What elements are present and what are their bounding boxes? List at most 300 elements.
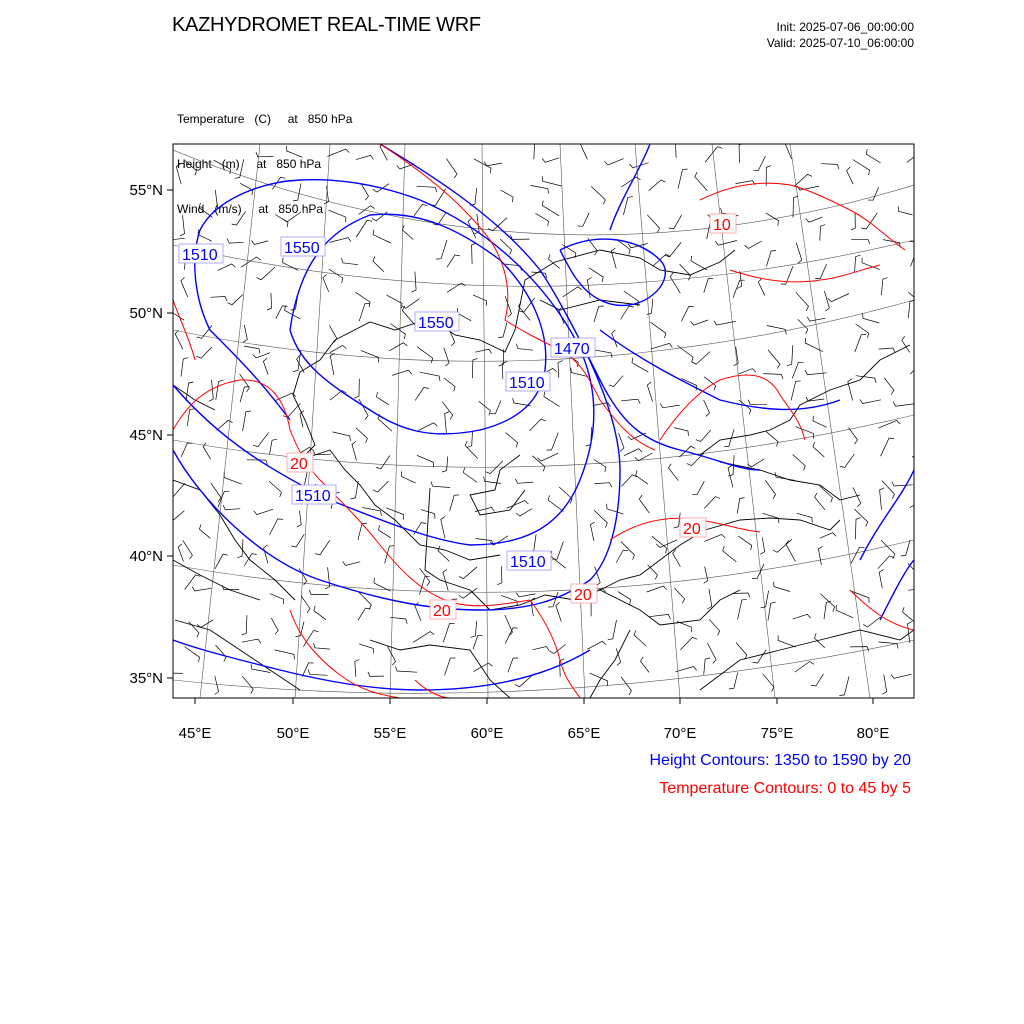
wind-barb [516,593,535,597]
wind-barb [820,486,833,503]
wind-barb [891,674,911,678]
wind-barb [680,637,697,649]
wind-barb [729,672,738,689]
wind-barb [647,586,667,592]
lon-label: 70°E [663,725,697,742]
wind-barb [475,507,494,511]
wind-barb [594,306,604,322]
wind-barb [907,153,924,162]
wind-barb [651,322,666,338]
wind-barb [910,497,931,507]
wind-barb [594,510,607,527]
temperature-label-text: 20 [290,456,308,473]
contour-label-group [179,214,736,620]
wind-barb [379,525,391,538]
wind-barb [329,325,337,342]
wind-barb [356,292,371,307]
wind-barb [914,423,934,432]
wind-barb [704,534,725,541]
wind-barb [185,647,200,663]
wind-barb [863,313,880,323]
wind-barb [595,567,601,586]
wind-barb [270,594,284,605]
wind-barb [506,433,518,448]
wind-barb [813,442,824,457]
wind-barb [323,275,329,292]
wind-barb [715,241,737,246]
wind-barb [471,621,477,638]
wind-barb [351,481,359,499]
wind-barb [358,523,367,540]
wind-barb [656,540,677,548]
wind-barb [373,230,391,243]
wind-barb [535,213,548,226]
wind-barb [445,658,456,676]
wind-barb [914,187,931,196]
wind-barb [387,295,403,308]
wind-barb [214,160,231,174]
wind-barb [185,161,197,176]
height-label-text: 1510 [509,375,545,392]
wind-barb [501,595,517,606]
wind-barb [183,540,193,559]
wind-barb [707,589,711,609]
temperature-label [680,518,706,538]
wind-barb [768,602,776,620]
wind-barb [851,239,870,244]
wind-barb [587,641,606,649]
wind-barb [670,273,680,294]
height-label [507,551,551,571]
wind-barb [472,243,477,264]
wind-barb [892,482,913,487]
wind-barb [531,185,549,193]
wind-barb [605,159,624,165]
lat-label: 40°N [129,548,163,565]
wind-barb [673,549,681,566]
wind-barb [609,376,623,387]
wind-barb [257,267,275,280]
temperature-contour-legend: Temperature Contours: 0 to 45 by 5 [659,780,911,797]
wind-barb [243,411,251,431]
wind-barb [463,468,477,483]
init-time: Init: 2025-07-06_00:00:00 [776,20,914,34]
wind-barb [240,374,250,392]
wind-barb [287,146,303,157]
wind-barb [342,258,359,265]
height-label-text: 1550 [418,315,454,332]
height-label-text: 1470 [554,341,590,358]
wind-barb [507,501,529,509]
wind-barb [516,509,532,517]
wind-barb [723,546,737,562]
wind-barb [450,495,460,511]
wind-barb [253,432,269,446]
wind-barb [197,620,213,628]
wind-barb [768,350,780,369]
wind-barb [652,536,667,553]
longitude-labels [179,725,890,742]
wind-barb [228,295,243,305]
wind-barb [314,643,330,649]
wind-barb [548,495,563,511]
wind-barb [542,176,561,186]
wind-barb [624,449,642,456]
wind-barb [787,345,793,366]
wind-barb [237,539,243,557]
wind-barb [616,550,628,562]
wind-barb [314,606,326,620]
wind-barb [358,608,370,620]
height-label [506,372,550,392]
wind-barb [505,615,513,636]
wind-barb [758,279,765,296]
wind-barb [356,220,372,237]
wind-barb [267,293,272,310]
wind-barb [879,420,901,428]
lon-label: 50°E [276,725,310,742]
wind-barb [748,400,767,405]
wind-barb [275,650,295,659]
height-label-text: 1510 [510,554,546,571]
wind-barb [181,277,188,297]
wind-barb [180,215,185,236]
wind-barb [181,443,192,457]
wind-barb [578,213,589,227]
wind-barb [270,439,278,454]
wind-barb [649,180,666,191]
wind-barb [692,481,704,495]
wind-barb [210,297,227,302]
wind-barb [550,551,565,568]
wind-barb [853,160,870,176]
wind-barb [232,211,246,225]
wind-barb [728,465,733,487]
lon-label: 80°E [856,725,890,742]
wind-barb [490,401,501,414]
wind-barb [559,487,572,504]
wind-barb [856,376,876,383]
wind-barb [542,158,559,163]
wind-barb [704,278,714,292]
wind-barb [619,433,624,451]
wind-barb [470,188,477,205]
height-label [551,338,595,358]
wind-barb [807,317,825,321]
variable-temperature: Temperature (C) at 850 hPa [177,112,353,126]
wind-barb [498,323,507,338]
wind-barb [795,662,814,673]
height-label-text: 1550 [284,240,320,257]
wind-barb [392,370,412,375]
wind-barb [595,483,612,488]
wind-barb [695,172,708,191]
wind-barb [639,495,649,513]
wind-barb [590,673,608,686]
wind-barb [218,264,236,271]
variable-wind: Wind (m/s) at 850 hPa [177,202,324,216]
lat-label: 45°N [129,427,163,444]
wind-barb [436,240,447,259]
wind-barb [634,630,646,646]
wind-barb [445,412,450,434]
wind-barb [414,204,427,215]
wind-barb [508,658,518,672]
wind-barb [674,588,684,603]
wind-barb [848,379,853,401]
temperature-label [710,214,736,234]
wind-barb [343,562,361,566]
temperature-label [430,600,456,620]
temperature-label-text: 20 [683,521,701,538]
wind-barb [361,350,379,362]
wind-barb [315,540,330,555]
wind-barb [467,431,473,447]
wind-barb [447,255,460,267]
wind-barb [352,441,357,460]
wind-barb [242,639,261,643]
wind-barb [648,565,658,580]
wind-barb [443,569,448,590]
wind-barb [805,338,823,352]
wind-barb [893,402,914,406]
lon-label: 65°E [567,725,601,742]
wind-barb [903,607,914,621]
wind-barb [269,481,281,497]
wind-barb [901,540,910,556]
wind-barb [443,623,454,642]
wind-barb [197,347,212,358]
wind-barb [500,239,512,255]
height-label [281,237,325,257]
wind-barb [677,622,691,633]
wind-barb [704,497,720,509]
valid-time: Valid: 2025-07-10_06:00:00 [766,36,914,50]
country-borders [173,250,914,698]
lon-label: 75°E [760,725,794,742]
wind-barb [733,280,745,298]
wind-barb [665,242,681,256]
wind-barb [878,556,895,569]
temperature-contours [173,144,914,698]
wind-barb [442,402,453,420]
wind-barb [811,674,823,686]
wind-barb [402,306,415,325]
wind-barb [497,566,502,585]
wind-barb [674,513,681,528]
wind-barb [203,443,211,460]
wind-barb [910,241,930,248]
wind-barb [868,187,879,200]
wind-barb [766,251,776,267]
wind-barb [242,615,247,635]
wind-barb [301,596,310,613]
wind-barb [853,487,861,507]
wind-barb [420,372,440,381]
wind-barb [680,264,691,280]
temperature-label-text: 20 [433,603,451,620]
wind-barb [401,471,415,483]
wind-barb [390,617,407,624]
wind-barb [465,441,478,459]
wind-barb [192,587,211,591]
wind-barb [590,522,594,541]
wind-barb [911,249,923,266]
lat-label: 50°N [129,305,163,322]
wind-barb [828,294,849,302]
wind-barb [902,336,910,352]
wind-barb [847,167,854,184]
wind-barb [739,369,756,374]
wind-barb [242,676,253,693]
wind-barb [774,582,790,592]
height-contour-legend: Height Contours: 1350 to 1590 by 20 [649,752,911,769]
wind-barb [276,306,288,319]
wind-barb [187,409,194,426]
wind-barb [879,348,895,353]
wind-barb [354,379,359,398]
wind-barb [851,591,869,603]
wind-barb [275,393,296,401]
wind-barb [216,380,224,400]
height-contours [173,144,914,690]
wind-barb [739,143,744,163]
wind-barb [254,509,273,514]
wind-barb [884,378,894,395]
temperature-label [571,584,597,604]
wind-barb [515,479,533,484]
wind-barb [473,295,487,306]
plot-frame [173,144,914,698]
wind-barb [397,164,415,169]
wind-barb [332,432,350,441]
wind-barb [240,387,249,403]
wind-barb [879,570,883,589]
wind-barb [623,197,633,215]
wind-barb [763,674,774,692]
wind-barb [856,324,869,338]
wind-barb [330,353,334,375]
wind-barb [704,567,708,584]
wind-barb [794,174,812,186]
wind-barb [223,505,240,510]
lon-label: 60°E [470,725,504,742]
wind-barb [669,215,682,229]
wind-barb [359,644,373,654]
lon-label: 45°E [178,725,212,742]
wind-barb [538,453,559,461]
wind-barb [417,455,434,467]
wind-barb [359,399,368,419]
wind-barb [855,335,867,353]
wind-barb [647,215,659,233]
wind-barb [836,605,853,618]
wind-barb [621,677,631,695]
wind-barb [704,658,710,675]
wind-barb [167,236,185,241]
wind-barb [732,593,750,598]
wind-barb [881,540,895,558]
wind-barb [552,542,563,560]
wind-barb [651,343,673,349]
wind-barb [459,567,477,579]
wind-barb [327,149,349,156]
wind-barb [854,509,867,527]
wind-barb [910,362,928,375]
wind-barb [641,657,650,673]
wind-barb [839,676,849,695]
wind-barb [860,399,881,403]
wind-barb [413,632,434,643]
wind-barb [505,628,518,644]
wind-barb [430,189,445,206]
wind-barb [760,538,764,555]
wind-barb [444,348,449,366]
wind-barb [291,534,304,547]
wind-barb [793,455,806,471]
wind-barb [765,480,775,499]
wind-barb [855,255,861,272]
wind-barb [368,672,384,677]
wind-barb [820,225,825,241]
wind-barb [178,544,183,562]
wind-barb [199,524,210,538]
wind-barb [359,304,370,322]
wind-barb [580,140,588,160]
wind-barb [264,545,268,564]
wind-barb [175,330,183,349]
wind-barb [446,159,457,179]
wind-barb [441,517,445,539]
wind-barb [484,162,502,166]
wind-barb [908,589,925,593]
wind-barb [356,155,374,159]
wind-barb [792,362,803,378]
wind-barb [309,590,328,595]
wind-barb [696,430,711,441]
wind-barb [270,519,283,535]
wind-barb [181,358,188,377]
wind-barb [796,243,802,264]
wind-barb [417,186,437,192]
wind-barb [850,647,869,652]
wind-barb [745,241,762,248]
wind-barb [681,306,693,321]
wind-barb [736,643,747,660]
wind-barb [402,225,413,239]
wind-barb [815,264,826,279]
wind-barb [851,213,856,230]
wind-barb [373,256,384,271]
wind-barb [674,428,688,436]
wind-barb [882,675,886,695]
wind-barb [594,460,606,472]
wind-barb [169,511,184,520]
height-label [292,485,336,505]
wind-barb [571,368,589,377]
wind-barb [501,190,513,202]
wind-barb [224,473,242,485]
wind-barb [863,617,880,627]
lat-label: 55°N [129,182,163,199]
wind-barb [589,268,603,282]
wind-barb [747,459,764,467]
wind-barb [820,594,834,612]
wind-barb [820,533,836,539]
height-label [415,312,459,332]
wind-barb [517,344,533,350]
wind-barb [235,159,244,178]
